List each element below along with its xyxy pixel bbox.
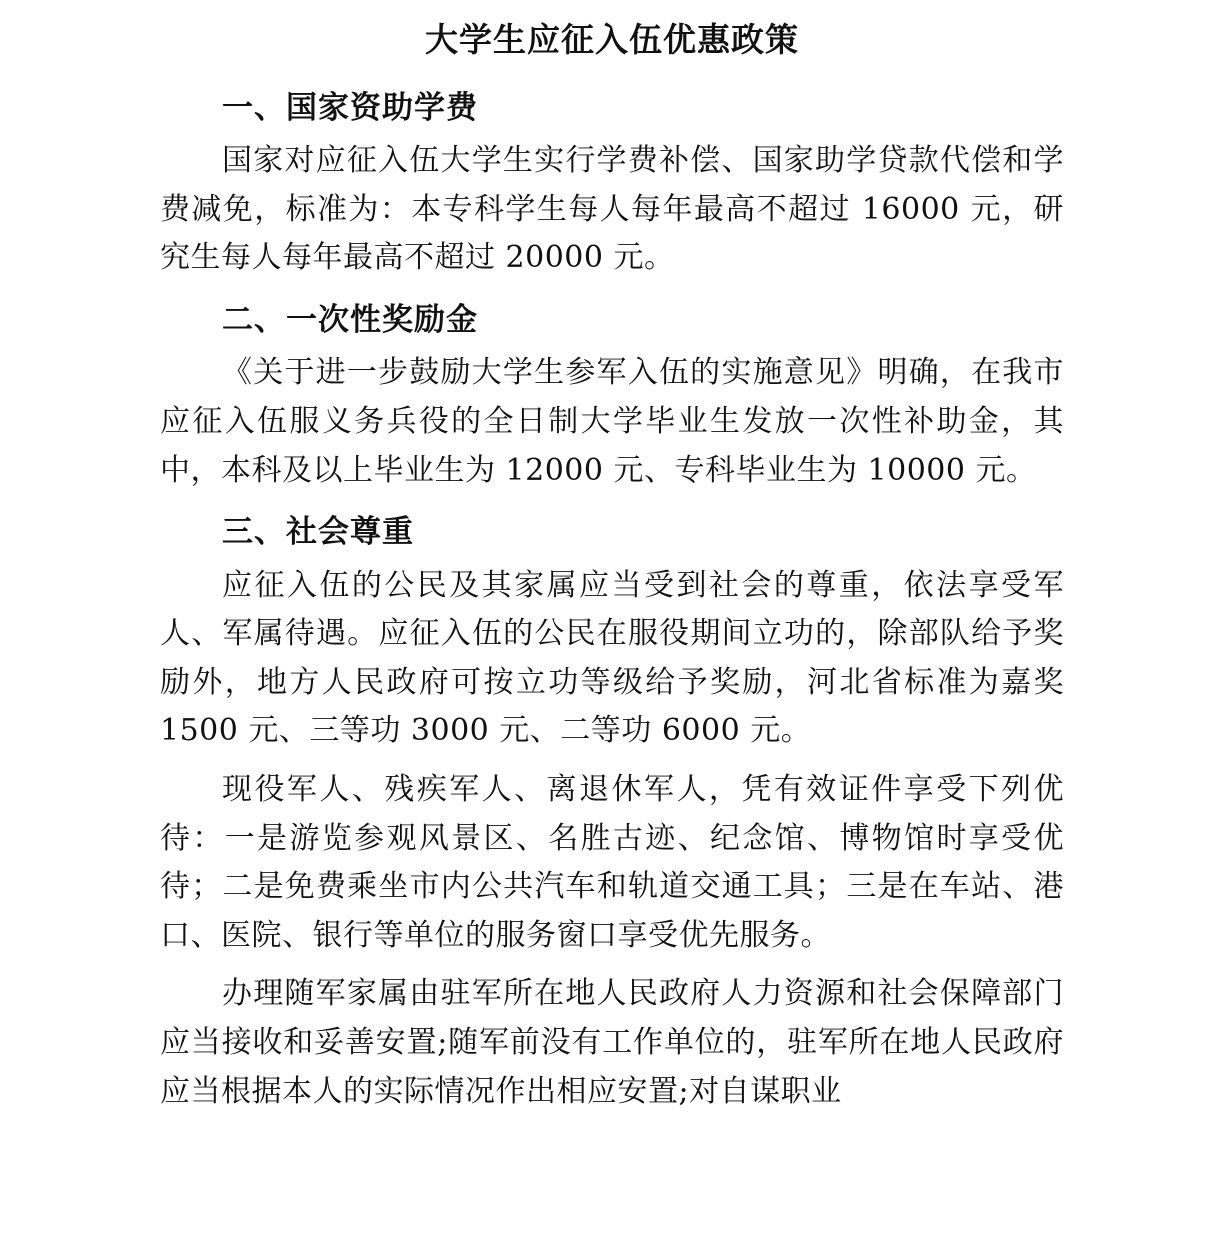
section-3-paragraph-1: 应征入伍的公民及其家属应当受到社会的尊重，依法享受军人、军属待遇。应征入伍的公民在服役期间立功的，除部队给予奖励外，地方人民政府可按立功等级给予奖励，河北省标准为嘉奖 1500 元、三等功 3000 元、二等功 6000 元。 (160, 567, 1064, 749)
section-2-paragraph-1: 《关于进一步鼓励大学生参军入伍的实施意见》明确，在我市应征入伍服义务兵役的全日制大学毕业生发放一次性补助金，其中，本科及以上毕业生为 12000 元、专科毕业生为 10000 元。 (160, 355, 1064, 488)
section-1-paragraph-1: 国家对应征入伍大学生实行学费补偿、国家助学贷款代偿和学费减免，标准为：本专科学生每人每年最高不超过 16000 元，研究生每人每年最高不超过 20000 元。 (160, 143, 1064, 276)
section-heading-2: 二、一次性奖励金 (222, 301, 478, 338)
section-heading-3: 三、社会尊重 (222, 514, 414, 551)
page-title: 大学生应征入伍优惠政策 (425, 20, 799, 59)
section-3-paragraph-2: 现役军人、残疾军人、离退休军人，凭有效证件享受下列优待：一是游览参观风景区、名胜古迹、纪念馆、博物馆时享受优待；二是免费乘坐市内公共汽车和轨道交通工具；三是在车站、港口、医院、银行等单位的服务窗口享受优先服务。 (160, 771, 1064, 953)
section-3-paragraph-3: 办理随军家属由驻军所在地人民政府人力资源和社会保障部门应当接收和妥善安置;随军前没有工作单位的，驻军所在地人民政府应当根据本人的实际情况作出相应安置;对自谋职业 (160, 976, 1064, 1109)
section-heading-1: 一、国家资助学费 (222, 89, 478, 126)
